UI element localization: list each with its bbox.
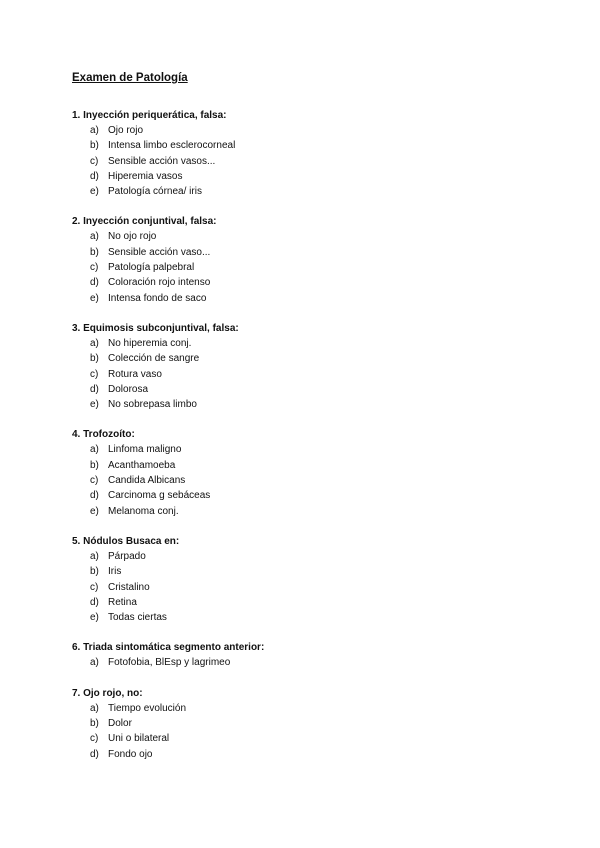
question-6	[72, 640, 542, 670]
option-text: Sensible acción vaso...	[108, 246, 211, 258]
option-letter: d)	[90, 170, 99, 182]
option-text: Fondo ojo	[108, 748, 153, 760]
option-letter: a)	[90, 231, 99, 243]
answer-option	[72, 351, 542, 366]
option-text: Párpado	[108, 550, 146, 562]
question-text: 4. Trofozoíto:	[72, 429, 135, 441]
question-7	[72, 686, 542, 762]
option-letter: a)	[90, 125, 99, 136]
question-3	[72, 321, 542, 412]
answer-option	[72, 123, 542, 138]
option-letter: e)	[90, 292, 99, 304]
option-text: Candida Albicans	[108, 475, 186, 487]
option-text: Retina	[108, 596, 137, 608]
option-letter: c)	[90, 581, 99, 593]
answer-option	[72, 549, 542, 564]
answer-option	[72, 275, 542, 290]
option-letter: d)	[90, 383, 99, 395]
answer-option	[72, 595, 542, 610]
answer-option	[72, 291, 542, 306]
answer-option	[72, 382, 542, 397]
option-text: Uni o bilateral	[108, 733, 170, 745]
answer-option	[72, 442, 542, 457]
option-text: No hiperemia conj.	[108, 337, 192, 349]
option-list	[72, 655, 542, 670]
option-letter: d)	[90, 748, 99, 760]
option-letter: a)	[90, 337, 99, 349]
answer-option	[72, 138, 542, 153]
option-letter: a)	[90, 444, 99, 456]
option-letter: e)	[90, 186, 99, 198]
option-letter: c)	[90, 733, 99, 745]
option-letter: a)	[90, 550, 99, 562]
option-text: Rotura vaso	[108, 368, 162, 380]
option-letter: d)	[90, 490, 99, 502]
answer-option	[72, 245, 542, 260]
option-letter: c)	[90, 262, 99, 274]
answer-option	[72, 488, 542, 503]
option-text: Intensa fondo de saco	[108, 292, 207, 304]
option-letter: b)	[90, 353, 99, 365]
option-text: Dolor	[108, 718, 132, 730]
option-letter: b)	[90, 718, 99, 730]
option-text: Hiperemia vasos	[108, 170, 183, 182]
option-letter: d)	[90, 596, 99, 608]
option-text: Linfoma maligno	[108, 444, 182, 456]
answer-option	[72, 716, 542, 731]
question-text: 5. Nódulos Busaca en:	[72, 535, 180, 547]
answer-option	[72, 504, 542, 519]
answer-option	[72, 731, 542, 746]
option-letter: e)	[90, 612, 99, 624]
option-letter: a)	[90, 657, 99, 669]
option-letter: b)	[90, 140, 99, 152]
answer-option	[72, 336, 542, 351]
option-text: Todas ciertas	[108, 612, 167, 624]
option-list	[72, 701, 542, 762]
question-2	[72, 214, 542, 305]
question-4	[72, 427, 542, 518]
answer-option	[72, 747, 542, 762]
question-text: 7. Ojo rojo, no:	[72, 687, 143, 699]
option-text: Cristalino	[108, 581, 150, 593]
option-list	[72, 442, 542, 518]
option-text: Melanoma conj.	[108, 505, 179, 517]
answer-option	[72, 473, 542, 488]
option-text: Colección de sangre	[108, 353, 200, 365]
answer-option	[72, 701, 542, 716]
question-list	[72, 108, 542, 777]
answer-option	[72, 184, 542, 199]
answer-option	[72, 229, 542, 244]
option-text: Sensible acción vasos...	[108, 155, 216, 167]
question-5	[72, 534, 542, 625]
option-list	[72, 336, 542, 412]
question-1	[72, 108, 542, 199]
option-letter: d)	[90, 277, 99, 289]
option-letter: c)	[90, 155, 99, 167]
option-letter: a)	[90, 702, 99, 714]
option-text: Patología palpebral	[108, 262, 195, 274]
option-text: Dolorosa	[108, 383, 149, 395]
option-text: Fotofobia, BlEsp y lagrimeo	[108, 657, 231, 669]
option-text: No ojo rojo	[108, 231, 157, 243]
question-text: 3. Equimosis subconjuntival, falsa:	[72, 322, 239, 334]
answer-option	[72, 564, 542, 579]
option-list	[72, 229, 542, 305]
option-text: Tiempo evolución	[108, 702, 187, 714]
option-letter: c)	[90, 368, 99, 380]
option-text: No sobrepasa limbo	[108, 399, 197, 411]
question-text: 1. Inyección periquerática, falsa:	[72, 110, 227, 121]
option-text: Acanthamoeba	[108, 459, 176, 471]
option-text: Intensa limbo esclerocorneal	[108, 140, 236, 152]
option-letter: e)	[90, 399, 99, 411]
answer-option	[72, 580, 542, 595]
option-letter: e)	[90, 505, 99, 517]
option-text: Coloración rojo intenso	[108, 277, 211, 289]
answer-option	[72, 655, 542, 670]
option-text: Ojo rojo	[108, 125, 144, 136]
option-text: Carcinoma g sebáceas	[108, 490, 211, 502]
option-text: Patología córnea/ iris	[108, 186, 202, 198]
question-text: 6. Triada sintomática segmento anterior:	[72, 642, 265, 654]
option-list	[72, 123, 542, 199]
option-list	[72, 549, 542, 625]
answer-option	[72, 397, 542, 412]
option-letter: b)	[90, 459, 99, 471]
option-letter: c)	[90, 475, 99, 487]
answer-option	[72, 610, 542, 625]
answer-option	[72, 169, 542, 184]
answer-option	[72, 260, 542, 275]
answer-option	[72, 154, 542, 169]
answer-option	[72, 458, 542, 473]
option-text: Iris	[108, 566, 122, 578]
page-title: Examen de Patología	[72, 72, 188, 84]
answer-option	[72, 367, 542, 382]
option-letter: b)	[90, 566, 99, 578]
question-text: 2. Inyección conjuntival, falsa:	[72, 216, 217, 228]
option-letter: b)	[90, 246, 99, 258]
